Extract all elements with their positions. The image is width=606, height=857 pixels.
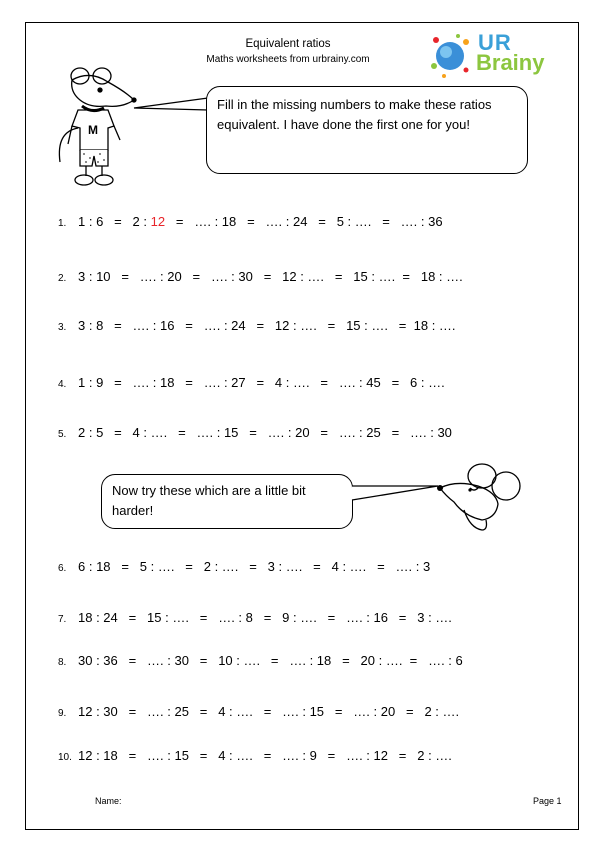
question-number: 7. bbox=[58, 614, 67, 625]
page-number: Page 1 bbox=[533, 796, 562, 806]
question-expression bbox=[78, 213, 443, 231]
question-text: 1 : 9 = …. : 18 = …. : 27 = 4 : …. = …. : 45 = 6 : …. bbox=[78, 375, 445, 390]
question-text: 12 : 18 = …. : 15 = 4 : …. = …. : 9 = …. : 12 = 2 : …. bbox=[78, 748, 452, 763]
name-label: Name: bbox=[95, 796, 122, 806]
question-text: 3 : 10 = …. : 20 = …. : 30 = 12 : …. = 15 : …. = 18 : …. bbox=[78, 269, 463, 284]
instruction-speech-bubble bbox=[206, 86, 528, 174]
question-number: 1. bbox=[58, 218, 67, 229]
question-text: 1 : 6 = 2 : bbox=[78, 214, 151, 229]
question-text: 30 : 36 = …. : 30 = 10 : …. = …. : 18 = 20 : …. = …. : 6 bbox=[78, 653, 463, 668]
bubble1-tail bbox=[130, 96, 210, 116]
mouse-head-icon bbox=[434, 458, 524, 534]
question-text: 18 : 24 = 15 : …. = …. : 8 = 9 : …. = …. : 16 = 3 : …. bbox=[78, 610, 452, 625]
question-number: 10. bbox=[58, 752, 72, 763]
question-text: = …. : 18 = …. : 24 = 5 : …. = …. : 36 bbox=[165, 214, 443, 229]
harder-text: Now try these which are a little bit harder! bbox=[112, 483, 306, 518]
question-text: 2 : 5 = 4 : …. = …. : 15 = …. : 20 = …. : 25 = …. : 30 bbox=[78, 425, 452, 440]
harder-speech-bubble bbox=[101, 474, 353, 529]
question-number: 3. bbox=[58, 322, 67, 333]
logo-text-ur: UR bbox=[478, 30, 512, 55]
question-text: 3 : 8 = …. : 16 = …. : 24 = 12 : …. = 15 : …. = 18 : …. bbox=[78, 318, 456, 333]
bubble2-tail bbox=[350, 482, 442, 506]
mouse-mascot-icon bbox=[50, 66, 140, 190]
question-number: 6. bbox=[58, 563, 67, 574]
worksheet-title: Equivalent ratios bbox=[245, 38, 331, 50]
brain-ball-icon bbox=[428, 32, 476, 80]
question-text: 12 : 30 = …. : 25 = 4 : …. = …. : 15 = …. : 20 = 2 : …. bbox=[78, 704, 460, 719]
question-number: 2. bbox=[58, 273, 67, 284]
question-number: 5. bbox=[58, 429, 67, 440]
question-number: 9. bbox=[58, 708, 67, 719]
worksheet-subtitle: Maths worksheets from urbrainy.com bbox=[206, 54, 370, 65]
urbrainy-logo bbox=[428, 30, 548, 78]
question-number: 4. bbox=[58, 379, 67, 390]
logo-text-brainy: Brainy bbox=[476, 50, 545, 75]
question-text: 6 : 18 = 5 : …. = 2 : …. = 3 : …. = 4 : …. = …. : 3 bbox=[78, 559, 431, 574]
question-number: 8. bbox=[58, 657, 67, 668]
instruction-text: Fill in the missing numbers to make these ratios equivalent. I have done the first one for you! bbox=[217, 97, 492, 132]
shirt-letter: M bbox=[88, 123, 98, 137]
worked-answer: 12 bbox=[150, 214, 166, 229]
